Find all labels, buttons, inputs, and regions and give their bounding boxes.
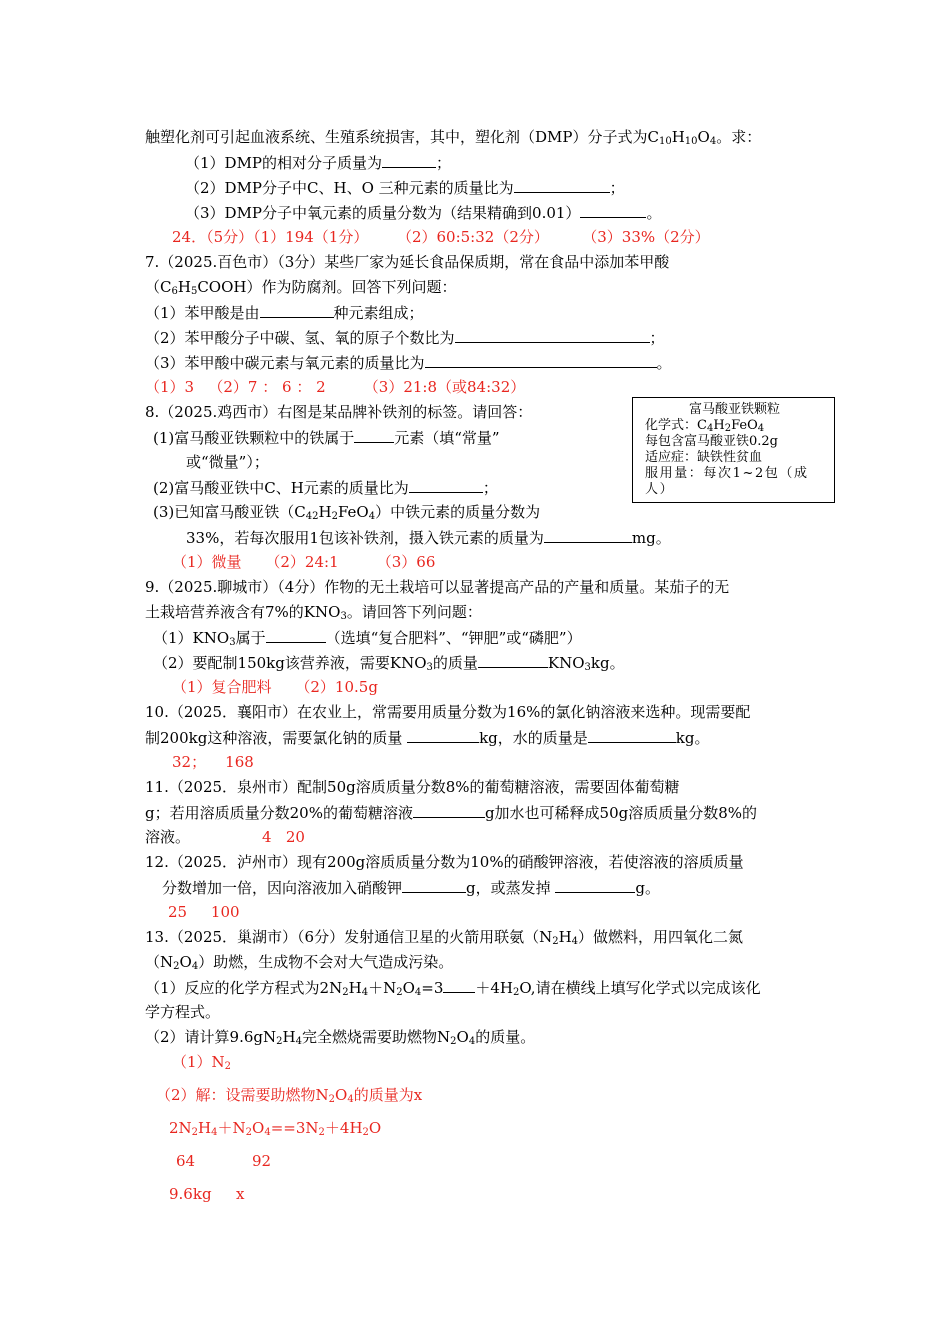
answer-blank xyxy=(425,353,657,368)
answer-blank xyxy=(382,153,436,168)
q-text: （2）DMP分子中C、H、O 三种元素的质量比为 xyxy=(185,179,514,197)
t: O xyxy=(179,953,192,971)
dmp-q2 xyxy=(185,178,625,197)
q7-s1 xyxy=(145,303,424,322)
t: （选填“复合肥料”、“钾肥”或“磷肥”） xyxy=(325,629,582,647)
sub: 2 xyxy=(191,1127,199,1138)
t: O,请在横线上填写化学式以完成该化 xyxy=(519,979,761,997)
q-text: （1）DMP的相对分子质量为 xyxy=(185,154,383,172)
q9-s1 xyxy=(153,628,582,647)
t: 完全燃烧需要助燃物N xyxy=(301,1028,451,1046)
q9-answer: （1）复合肥料 （2）10.5g xyxy=(172,678,378,696)
answer-blank xyxy=(588,728,676,743)
t: 分数增加一倍，因向溶液加入硝酸钾 xyxy=(162,879,403,897)
sub: 2 xyxy=(552,936,559,947)
answer-blank xyxy=(443,978,475,993)
t: （1）KNO xyxy=(153,629,230,647)
q13-value-1: 9.6kg xyxy=(169,1185,212,1203)
t: 33%，若每次服用1包该补铁剂，摄入铁元素的质量为 xyxy=(186,529,544,547)
t: O xyxy=(402,979,415,997)
t: （1）苯甲酸是由 xyxy=(145,304,260,322)
sub: 2 xyxy=(396,987,403,998)
t: H xyxy=(282,1028,296,1046)
intro-line xyxy=(145,128,761,146)
q8-head: 8.（2025.鸡西市）右图是某品牌补铁剂的标签。请回答： xyxy=(145,403,533,421)
t: 2N xyxy=(169,1119,192,1137)
sub: 2 xyxy=(224,1061,232,1072)
t: 的质量为x xyxy=(353,1086,423,1104)
t: H xyxy=(348,979,362,997)
t: H xyxy=(198,1119,212,1137)
t: 13.（2025．巢湖市）（6分）发射通信卫星的火箭用联氨（N xyxy=(145,928,553,946)
t: mg。 xyxy=(631,529,671,547)
q13-value-2: x xyxy=(236,1185,245,1203)
supplement-label xyxy=(632,397,835,503)
sub: 4 xyxy=(264,1127,271,1138)
q13-equation xyxy=(169,1119,381,1137)
t: （2）解：设需要助燃物N xyxy=(156,1086,329,1104)
q13-s1 xyxy=(145,978,761,997)
t: 土栽培营养液含有7%的KNO xyxy=(145,603,341,621)
answer-blank xyxy=(514,178,610,193)
sub: 2 xyxy=(450,1036,457,1047)
q11-head2 xyxy=(145,803,757,822)
t: O xyxy=(368,1119,382,1137)
q7-answer: （1）3 （2）7 ： 6 ： 2 （3）21:8（或84:32） xyxy=(145,378,526,396)
t: （2）要配制150kg该营养液，需要KNO xyxy=(153,654,427,672)
sub: 3 xyxy=(229,637,236,648)
q7-s2 xyxy=(145,328,665,347)
t: O xyxy=(252,1119,265,1137)
t: H xyxy=(177,278,191,296)
sub: 4 xyxy=(191,961,199,972)
t: (1)富马酸亚铁颗粒中的铁属于 xyxy=(153,429,355,447)
q7-head: 7.（2025.百色市）（3分）某些厂家为延长食品保质期，常在食品中添加苯甲酸 xyxy=(145,253,670,271)
sub: 2 xyxy=(173,961,180,972)
t: ==3N xyxy=(270,1119,319,1137)
sub: 2 xyxy=(724,423,732,434)
t: 的质量。 xyxy=(475,1028,536,1046)
sub: 2 xyxy=(318,1127,325,1138)
sub: 10 xyxy=(658,136,672,147)
t: 元素（填“常量” xyxy=(394,429,500,447)
t: （3）苯甲酸中碳元素与氧元素的质量比为 xyxy=(145,354,425,372)
t: 属于 xyxy=(235,629,266,647)
sub: 4 xyxy=(305,511,313,522)
answer-blank xyxy=(580,203,646,218)
sub: 4 xyxy=(709,136,717,147)
answer-blank xyxy=(413,803,485,818)
answer-blank xyxy=(455,328,650,343)
t: =3 xyxy=(421,979,444,997)
answer-blank xyxy=(402,878,466,893)
t: H xyxy=(558,928,572,946)
sub: 6 xyxy=(171,286,178,297)
t: （N xyxy=(145,953,174,971)
sub: 4 xyxy=(571,936,579,947)
sub: 2 xyxy=(513,987,520,998)
answer-blank xyxy=(409,478,483,493)
sub: 4 xyxy=(347,1094,354,1105)
t: ）做燃料，用四氧化二氮 xyxy=(578,928,744,946)
t: (3)已知富马酸亚铁（C xyxy=(153,503,306,521)
answer-blank xyxy=(407,728,479,743)
sub: 2 xyxy=(245,1127,253,1138)
sub: 4 xyxy=(757,423,765,434)
t: （1）反应的化学方程式为2N xyxy=(145,979,343,997)
t: O xyxy=(335,1086,348,1104)
sub: 4 xyxy=(368,511,376,522)
t: （2）请计算9.6gN xyxy=(145,1028,277,1046)
q13-s2 xyxy=(145,1028,535,1046)
q13-ans2 xyxy=(156,1086,422,1104)
q11-head: 11.（2025．泉州市）配制50g溶质质量分数8%的葡萄糖溶液，需要固体葡萄糖 xyxy=(145,778,680,796)
label-formula: 化学式：$C_4H_2FeO_4$ xyxy=(645,418,765,434)
t: g。 xyxy=(635,879,660,897)
t: 的质量 xyxy=(432,654,478,672)
q9-s2 xyxy=(153,653,625,672)
q9-head: 9.（2025.聊城市）（4分）作物的无土栽培可以显著提高产品的产量和质量。某茄子的无 xyxy=(145,578,730,596)
q8-s2 xyxy=(153,478,498,497)
q8-answer: （1）微量 （2）24:1 （3）66 xyxy=(172,553,436,571)
t: kg，水的质量是 xyxy=(479,729,588,747)
t: ）中铁元素的质量分数为 xyxy=(375,503,541,521)
sub: 4 xyxy=(414,987,422,998)
t: g加水也可稀释成50g溶质质量分数8%的 xyxy=(484,804,758,822)
q13-mass-1: 64 xyxy=(176,1152,196,1170)
sub: 5 xyxy=(190,286,198,297)
q13-ans1 xyxy=(172,1053,231,1071)
q12-answer: 25 100 xyxy=(168,903,240,921)
t: （1）N xyxy=(172,1053,225,1071)
label-indication: 适应症：缺铁性贫血 xyxy=(645,450,763,465)
t: ＋4H xyxy=(324,1119,363,1137)
sub: 2 xyxy=(312,511,319,522)
q10-head: 10.（2025．襄阳市）在农业上，常需要用质量分数为16%的氯化钠溶液来选种。现需要配 xyxy=(145,703,751,721)
q12-head2 xyxy=(162,878,660,897)
q13-mass-2: 92 xyxy=(252,1152,272,1170)
q12-head: 12.（2025．泸州市）现有200g溶质质量分数为10%的硝酸钾溶液，若使溶液的溶质质量 xyxy=(145,853,744,871)
t: 种元素组成； xyxy=(333,304,424,322)
q-end: ； xyxy=(436,154,452,172)
t: KNO xyxy=(547,654,585,672)
q13-head2 xyxy=(145,953,453,971)
q8-s3: (3)已知富马酸亚铁$(C_{42}H_2FeO_4)$中铁元素的质量分数为 xyxy=(153,503,541,522)
sub: 4 xyxy=(706,423,714,434)
t: ＋N xyxy=(368,979,397,997)
label-content: 每包含富马酸亚铁0.2g xyxy=(645,434,778,449)
sub: 3 xyxy=(340,611,347,622)
t: ）助燃，生成物不会对大气造成污染。 xyxy=(198,953,454,971)
dmp-answer: 24．（5分）（1）194（1分） （2）60:5:32（2分） （3）33%（2分） xyxy=(172,228,710,246)
t: ； xyxy=(649,329,665,347)
sub: 3 xyxy=(426,662,433,673)
t: (2)富马酸亚铁中C、H元素的质量比为 xyxy=(153,479,409,497)
t: ＋N xyxy=(217,1119,246,1137)
t: g，或蒸发掉 xyxy=(466,879,556,897)
t: ＋4H xyxy=(475,979,514,997)
dmp-q3 xyxy=(185,203,661,222)
q7-s3 xyxy=(145,353,672,372)
q8-s3c xyxy=(186,528,671,547)
label-dosage: 服用量：每次1~2包（成人） xyxy=(645,466,809,497)
t: COOH）作为防腐剂。回答下列问题： xyxy=(197,278,457,296)
label-title: 富马酸亚铁颗粒 xyxy=(688,402,780,417)
answer-blank xyxy=(478,653,548,668)
q13-s1h: 学方程式。 xyxy=(145,1003,221,1021)
t: g；若用溶质质量分数20%的葡萄糖溶液 xyxy=(145,804,413,822)
q11-answer: 4 20 xyxy=(262,828,305,846)
q-text: （3）DMP分子中氧元素的质量分数为（结果精确到0.01） xyxy=(185,204,581,222)
q10-head2 xyxy=(145,728,710,747)
sub: 4 xyxy=(468,1036,476,1047)
sub: 2 xyxy=(342,987,349,998)
sub: 3 xyxy=(584,662,591,673)
answer-blank xyxy=(354,428,394,443)
sub: 2 xyxy=(276,1036,283,1047)
sub: 4 xyxy=(211,1127,218,1138)
q7-head2 xyxy=(145,278,456,296)
sub: 2 xyxy=(328,1094,336,1105)
sub: 10 xyxy=(684,136,698,147)
intro-text: 触塑化剂可引起血液系统、生殖系统损害，其中，塑化剂（DMP）分子式为 xyxy=(145,128,648,146)
q10-answer: 32； 168 xyxy=(172,753,254,771)
q8-s1 xyxy=(153,428,500,447)
q-end: ； xyxy=(609,179,625,197)
sub: 4 xyxy=(361,987,369,998)
intro-end: 。求： xyxy=(716,128,762,146)
t: O xyxy=(456,1028,469,1046)
t: （C xyxy=(145,278,172,296)
t: kg。 xyxy=(590,654,625,672)
q9-head2 xyxy=(145,603,482,621)
t: （2）苯甲酸分子中碳、氢、氧的原子个数比为 xyxy=(145,329,455,347)
t: kg。 xyxy=(675,729,710,747)
q-end: 。 xyxy=(646,204,662,222)
dmp-formula: $C_{10}H_{10}O_4$ xyxy=(647,128,717,147)
q13-head xyxy=(145,928,743,946)
t: 化学式： xyxy=(645,418,698,433)
sub: 2 xyxy=(331,511,338,522)
t: 溶液。 xyxy=(145,828,191,846)
answer-blank xyxy=(555,878,635,893)
t: 。 xyxy=(656,354,672,372)
q8-s1c: 或“微量”）； xyxy=(186,453,269,471)
answer-blank xyxy=(266,628,326,643)
t: 。请回答下列问题： xyxy=(346,603,482,621)
dmp-q1 xyxy=(185,153,451,172)
answer-blank xyxy=(260,303,334,318)
q11-head3 xyxy=(145,828,305,846)
t: ； xyxy=(482,479,498,497)
t: 制200kg这种溶液，需要氯化钠的质量 xyxy=(145,729,408,747)
sub: 2 xyxy=(362,1127,369,1138)
answer-blank xyxy=(544,528,632,543)
sub: 4 xyxy=(295,1036,302,1047)
